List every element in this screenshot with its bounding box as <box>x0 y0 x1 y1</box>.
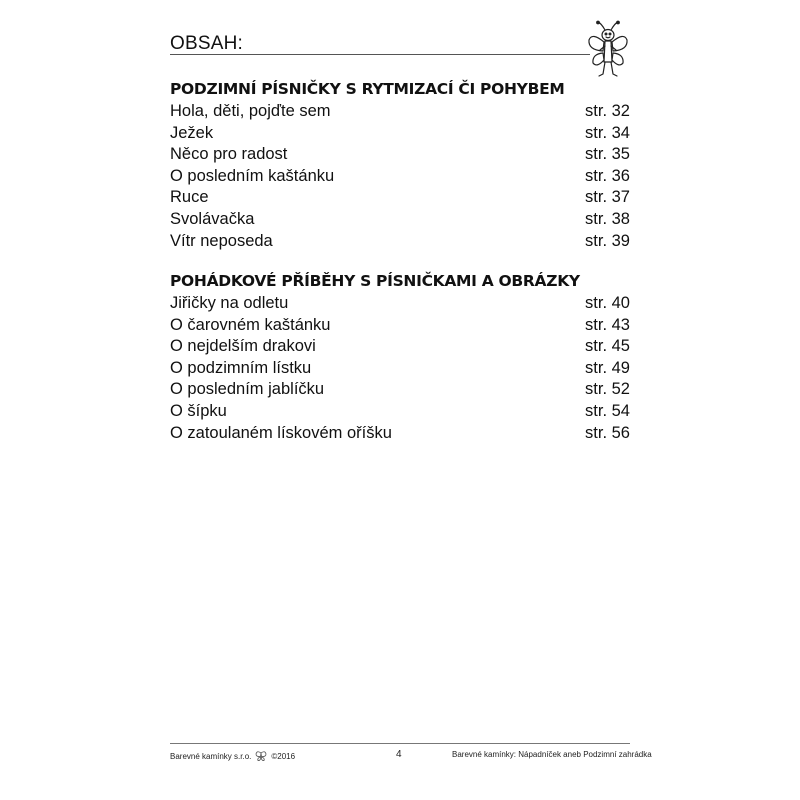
footer-publisher <box>170 750 295 762</box>
toc-entry-page: str. 40 <box>585 294 630 312</box>
toc-entry-title: Ježek <box>170 123 214 142</box>
toc-section <box>170 269 630 444</box>
toc-entry-title: O zatoulaném lískovém oříšku <box>170 423 392 442</box>
toc-entry-page: str. 38 <box>585 209 630 228</box>
toc-entry-page: str. 37 <box>585 188 630 207</box>
toc-entry-title: Ruce <box>170 188 209 207</box>
toc-entry-title: Jiřičky na odletu <box>170 294 289 312</box>
toc-section <box>170 77 630 252</box>
toc-entry-title: Něco pro radost <box>170 145 288 164</box>
toc-entry-title: O posledním kaštánku <box>170 166 335 185</box>
toc-entry <box>170 144 630 166</box>
toc-entry-page: str. 43 <box>585 315 630 334</box>
copyright: ©2016 <box>271 751 296 761</box>
toc-entry-page: str. 35 <box>585 145 630 164</box>
toc-entry <box>170 187 630 209</box>
title-divider <box>170 54 590 55</box>
toc-entry <box>170 123 630 145</box>
toc-entry-title: Svolávačka <box>170 209 255 228</box>
toc-entry-page: str. 49 <box>585 358 630 377</box>
toc-entry <box>170 379 630 401</box>
toc-entry-page: str. 32 <box>585 102 630 120</box>
toc-entry-title: Hola, děti, pojďte sem <box>170 102 331 120</box>
toc-entry <box>170 209 630 231</box>
toc-entry-page: str. 45 <box>585 337 630 356</box>
toc-entry <box>170 336 630 358</box>
toc-entry-page: str. 34 <box>585 123 630 142</box>
toc-entry <box>170 231 630 253</box>
butterfly-mascot-icon <box>586 20 630 82</box>
page-title: OBSAH: <box>170 33 243 54</box>
toc-entry <box>170 101 630 123</box>
footer-divider <box>170 743 630 744</box>
toc-entry <box>170 423 630 445</box>
toc-entry-title: O posledním jablíčku <box>170 380 325 399</box>
toc-entry-title: O čarovném kaštánku <box>170 315 331 334</box>
toc-entry-title: O podzimním lístku <box>170 358 312 377</box>
publisher-name: Barevné kamínky s.r.o. <box>170 751 252 761</box>
footer-book-title: Barevné kamínky: Nápadníček aneb Podzimní zahrádka <box>452 750 652 759</box>
butterfly-logo-icon <box>255 750 267 762</box>
toc-entry <box>170 166 630 188</box>
section-heading: PODZIMNÍ PÍSNIČKY S RYTMIZACÍ ČI POHYBEM <box>170 80 565 98</box>
toc-entry-page: str. 36 <box>585 166 630 185</box>
page-number: 4 <box>396 749 402 760</box>
toc-entry-title: Vítr neposeda <box>170 231 273 250</box>
toc-entry-page: str. 39 <box>585 231 630 250</box>
toc-entry-title: O šípku <box>170 401 227 420</box>
toc-entry <box>170 315 630 337</box>
toc-entry-page: str. 56 <box>585 423 630 442</box>
toc-entry <box>170 293 630 315</box>
toc-entry-title: O nejdelším drakovi <box>170 337 316 356</box>
toc-entry-page: str. 54 <box>585 401 630 420</box>
toc-entry-page: str. 52 <box>585 380 630 399</box>
section-heading: POHÁDKOVÉ PŘÍBĚHY S PÍSNIČKAMI A OBRÁZKY <box>170 272 580 290</box>
toc-entry <box>170 401 630 423</box>
toc-entry <box>170 358 630 380</box>
